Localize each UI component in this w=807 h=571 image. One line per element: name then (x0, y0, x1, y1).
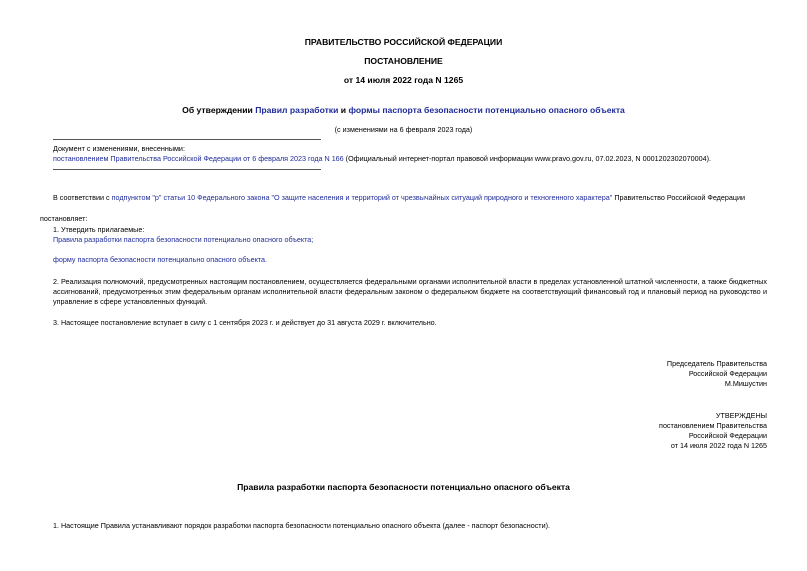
changes-line (53, 154, 711, 164)
rules-title: Правила разработки паспорта безопасности потенциально опасного объекта (237, 482, 570, 492)
approved-line3: Российской Федерации (688, 431, 767, 440)
changes-rest: (Официальный интернет-портал правовой информации www.pravo.gov.ru, 07.02.2023, N 0001202302070004). (343, 154, 711, 163)
approved-line1: УТВЕРЖДЕНЫ (715, 411, 767, 420)
title-link-rules[interactable]: Правил разработки (255, 105, 339, 115)
document-title (0, 104, 807, 116)
item1-rules-link[interactable]: Правила разработки паспорта безопасности потенциально опасного объекта; (53, 235, 314, 244)
changes-link[interactable]: постановлением Правительства Российской Федерации от 6 февраля 2023 года N 166 (53, 154, 344, 163)
approved-line2: постановлением Правительства (659, 421, 767, 430)
signature-name: М.Мишустин (724, 379, 767, 388)
item1-form-link[interactable]: форму паспорта безопасности потенциально опасного объекта. (53, 255, 268, 264)
amendment-note: (с изменениями на 6 февраля 2023 года) (334, 125, 473, 134)
approved-line4: от 14 июля 2022 года N 1265 (670, 441, 767, 450)
preamble-after: Правительство Российской Федерации (612, 193, 746, 202)
doc-date-number: от 14 июля 2022 года N 1265 (343, 75, 464, 85)
title-mid: и (338, 105, 349, 115)
title-prefix: Об утверждении (182, 105, 256, 115)
resolves-text: постановляет: (40, 214, 88, 223)
signature-line2: Российской Федерации (688, 369, 767, 378)
item2-paragraph: 2. Реализация полномочий, предусмотренных настоящим постановлением, осуществляется федеральными органами исполнительной власти в пределах установленной штатной численности, а также бюджетных ассигнований, предусмотренных этим федеральным органам исполнительной власти федеральным законом о федеральном бюджете на соответствующий финансовый год и плановый период на руководство и управление в сфере установленных функций. (53, 277, 767, 307)
changes-top-divider (53, 139, 321, 140)
item1-text: 1. Утвердить прилагаемые: (53, 225, 145, 234)
item3-paragraph: 3. Настоящее постановление вступает в силу с 1 сентября 2023 г. и действует до 31 августа 2029 г. включительно. (53, 318, 437, 327)
preamble-law-link[interactable]: подпунктом "р" статьи 10 Федерального закона "О защите населения и территорий от чрезвычайных ситуаций природного и техногенного характера" (111, 193, 613, 202)
doc-type-heading: ПОСТАНОВЛЕНИЕ (364, 56, 443, 66)
changes-bottom-divider (53, 169, 321, 170)
preamble-before: В соответствии с (53, 193, 112, 202)
preamble (53, 193, 745, 203)
changes-intro: Документ с изменениями, внесенными: (53, 144, 185, 153)
government-heading: ПРАВИТЕЛЬСТВО РОССИЙСКОЙ ФЕДЕРАЦИИ (304, 37, 503, 47)
signature-line1: Председатель Правительства (666, 359, 767, 368)
title-link-form[interactable]: формы паспорта безопасности потенциально опасного объекта (348, 105, 625, 115)
rules-item1: 1. Настоящие Правила устанавливают порядок разработки паспорта безопасности потенциально опасного объекта (далее - паспорт безопасности). (53, 521, 550, 530)
